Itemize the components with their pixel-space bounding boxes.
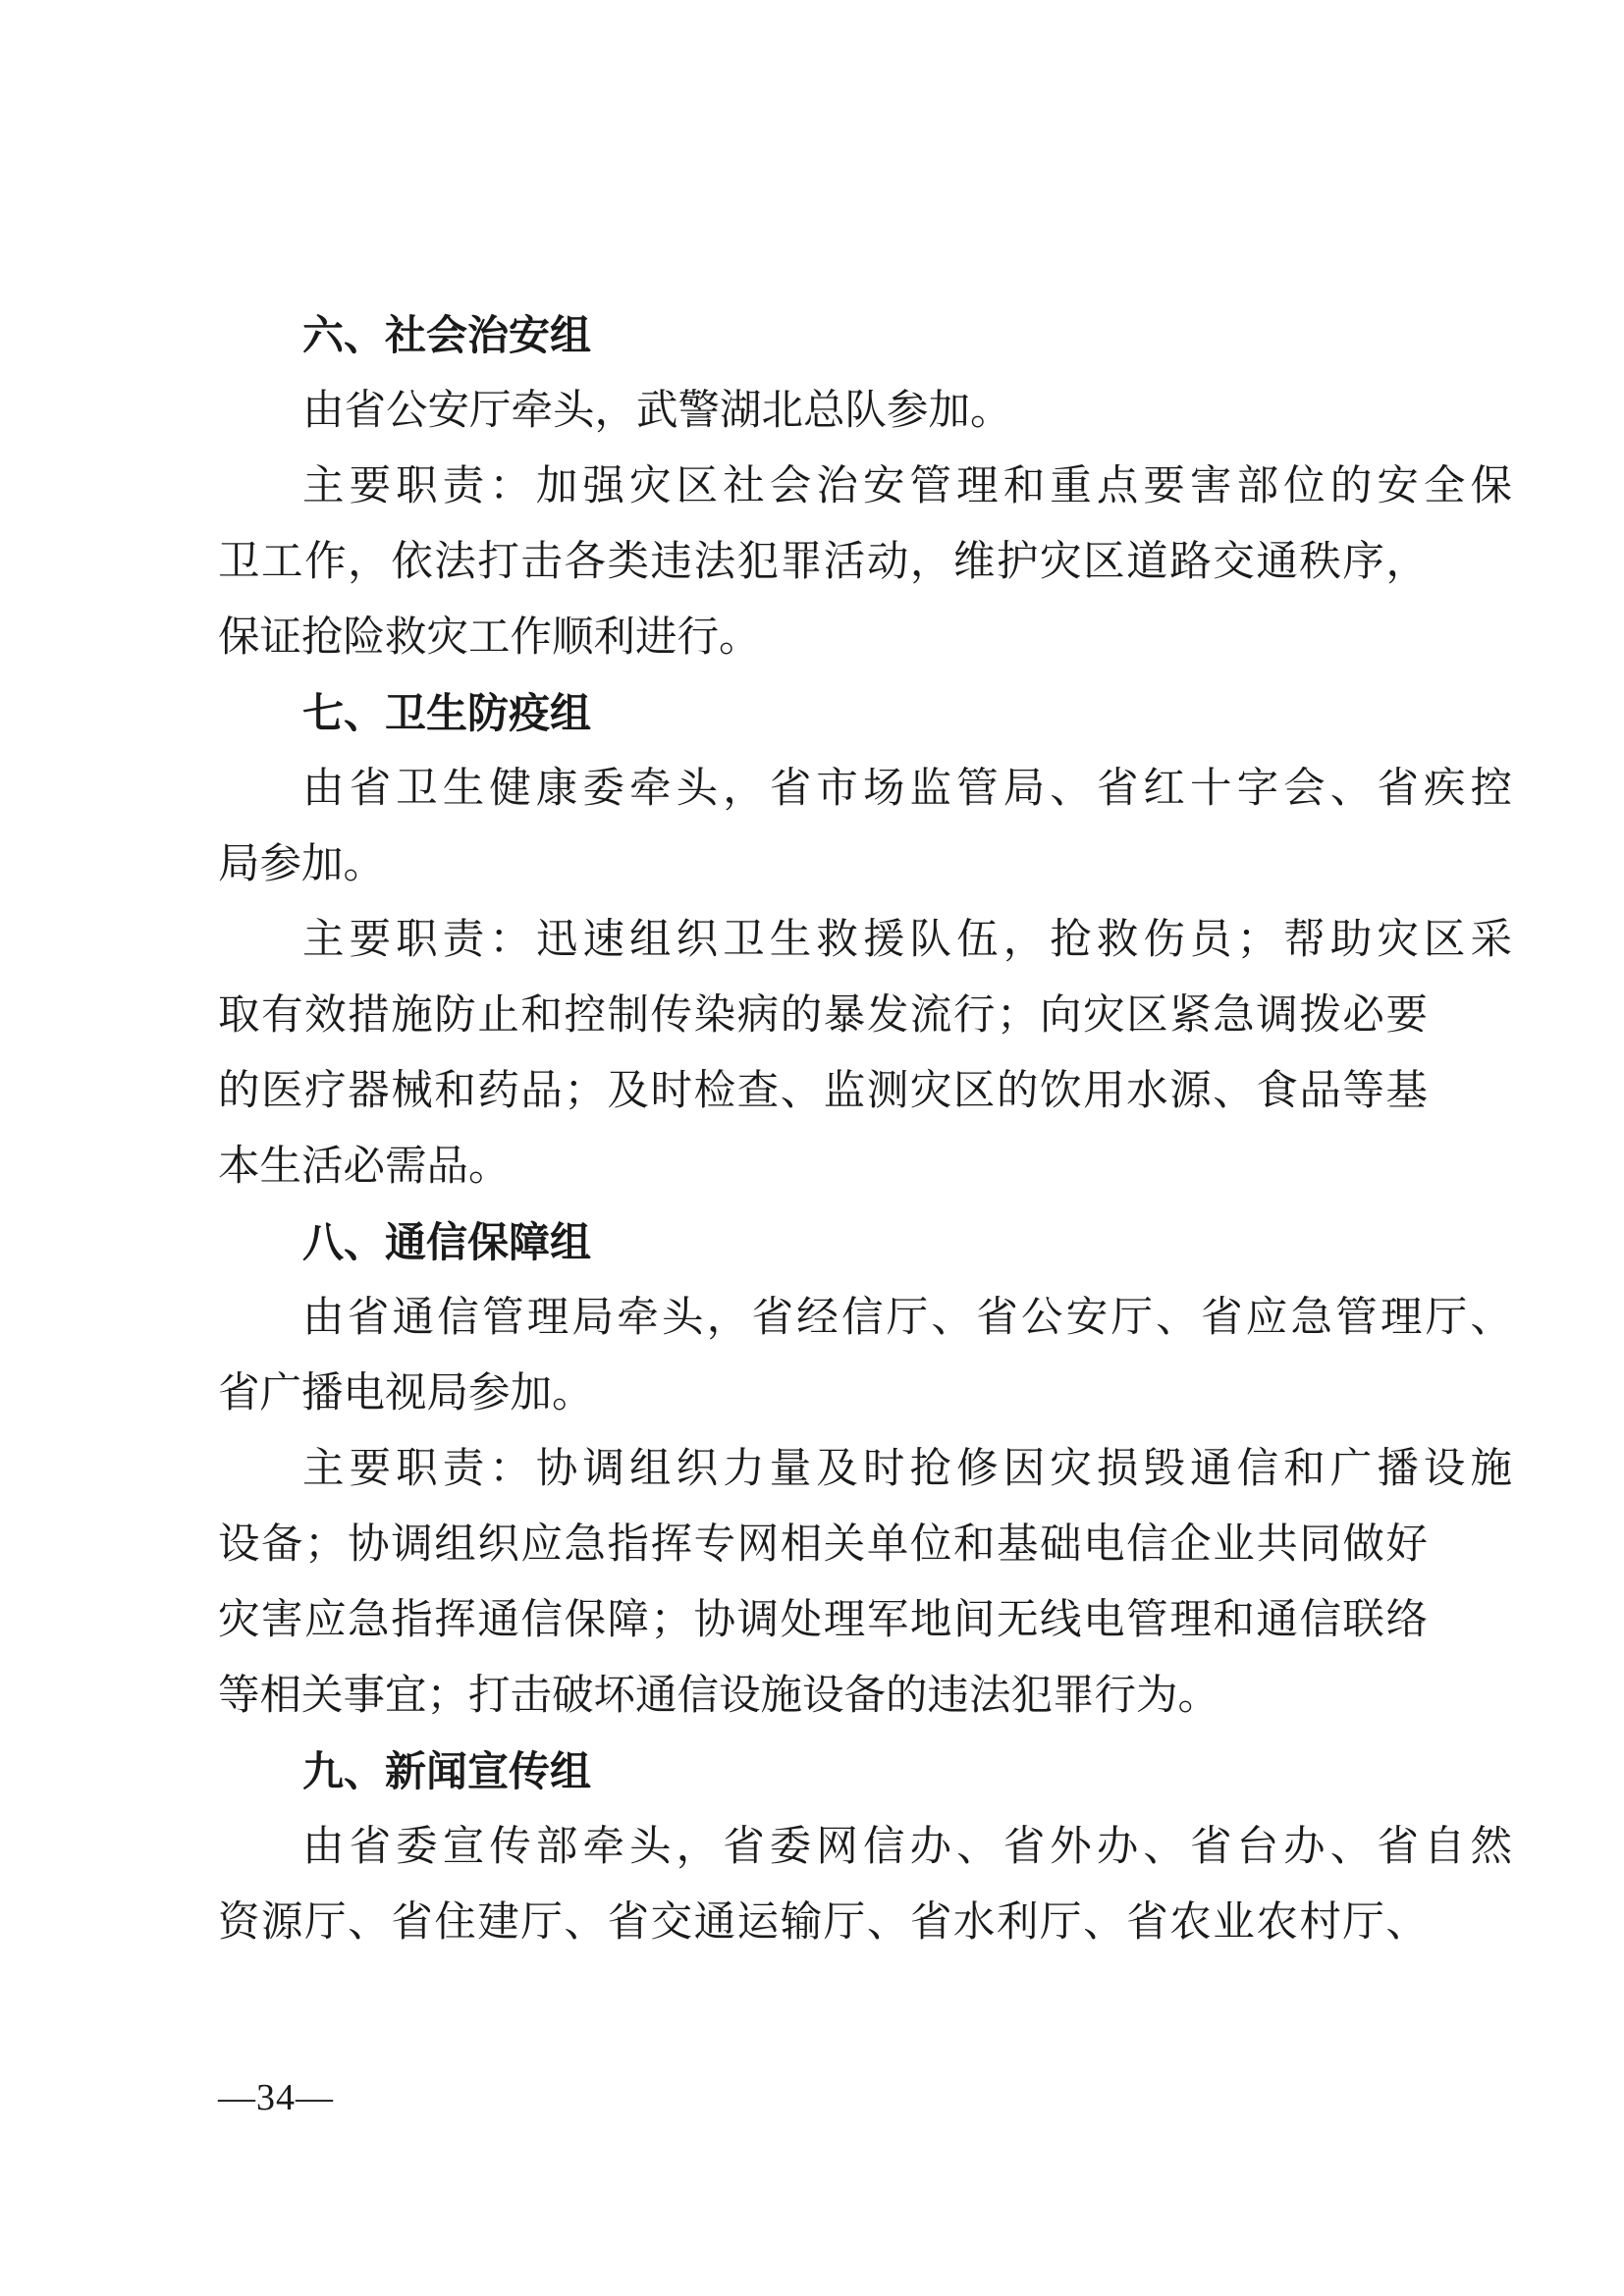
paragraph-lead-line: 由省通信管理局牵头，省经信厅、省公安厅、省应急管理厅、 — [302, 1294, 1512, 1342]
paragraph-duties-line: 保证抢险救灾工作顺利进行。 — [218, 614, 761, 662]
paragraph-lead-line: 由省公安厅牵头，武警湖北总队参加。 — [302, 387, 1012, 435]
paragraph-lead-line: 局参加。 — [218, 840, 386, 888]
paragraph-lead-line: 省广播电视局参加。 — [218, 1369, 594, 1417]
section-heading-news-publicity: 九、新闻宣传组 — [302, 1747, 592, 1795]
section-heading-health-epidemic: 七、卫生防疫组 — [302, 689, 592, 737]
paragraph-lead-line: 由省委宣传部牵头，省委网信办、省外办、省台办、省自然 — [302, 1823, 1512, 1871]
paragraph-duties-line: 设备；协调组织应急指挥专网相关单位和基础电信企业共同做好 — [218, 1521, 1428, 1569]
paragraph-duties-line: 灾害应急指挥通信保障；协调处理军地间无线电管理和通信联络 — [218, 1596, 1428, 1644]
paragraph-duties-line: 主要职责：加强灾区社会治安管理和重点要害部位的安全保 — [302, 462, 1512, 510]
paragraph-duties-line: 的医疗器械和药品；及时检查、监测灾区的饮用水源、食品等基 — [218, 1067, 1428, 1115]
section-heading-communications: 八、通信保障组 — [302, 1218, 592, 1266]
paragraph-duties-line: 主要职责：协调组织力量及时抢修因灾损毁通信和广播设施 — [302, 1445, 1512, 1493]
paragraph-duties-line: 本生活必需品。 — [218, 1143, 511, 1191]
paragraph-lead-line: 资源厅、省住建厅、省交通运输厅、省水利厅、省农业农村厅、 — [218, 1898, 1428, 1947]
section-heading-public-security: 六、社会治安组 — [302, 311, 592, 359]
paragraph-duties-line: 取有效措施防止和控制传染病的暴发流行；向灾区紧急调拨必要 — [218, 991, 1428, 1040]
paragraph-duties-line: 卫工作，依法打击各类违法犯罪活动，维护灾区道路交通秩序， — [218, 538, 1428, 586]
paragraph-duties-line: 主要职责：迅速组织卫生救援队伍，抢救伤员；帮助灾区采 — [302, 916, 1512, 964]
page-number: —34— — [218, 2077, 334, 2118]
paragraph-duties-line: 等相关事宜；打击破坏通信设施设备的违法犯罪行为。 — [218, 1672, 1220, 1720]
paragraph-lead-line: 由省卫生健康委牵头，省市场监管局、省红十字会、省疾控 — [302, 765, 1512, 813]
